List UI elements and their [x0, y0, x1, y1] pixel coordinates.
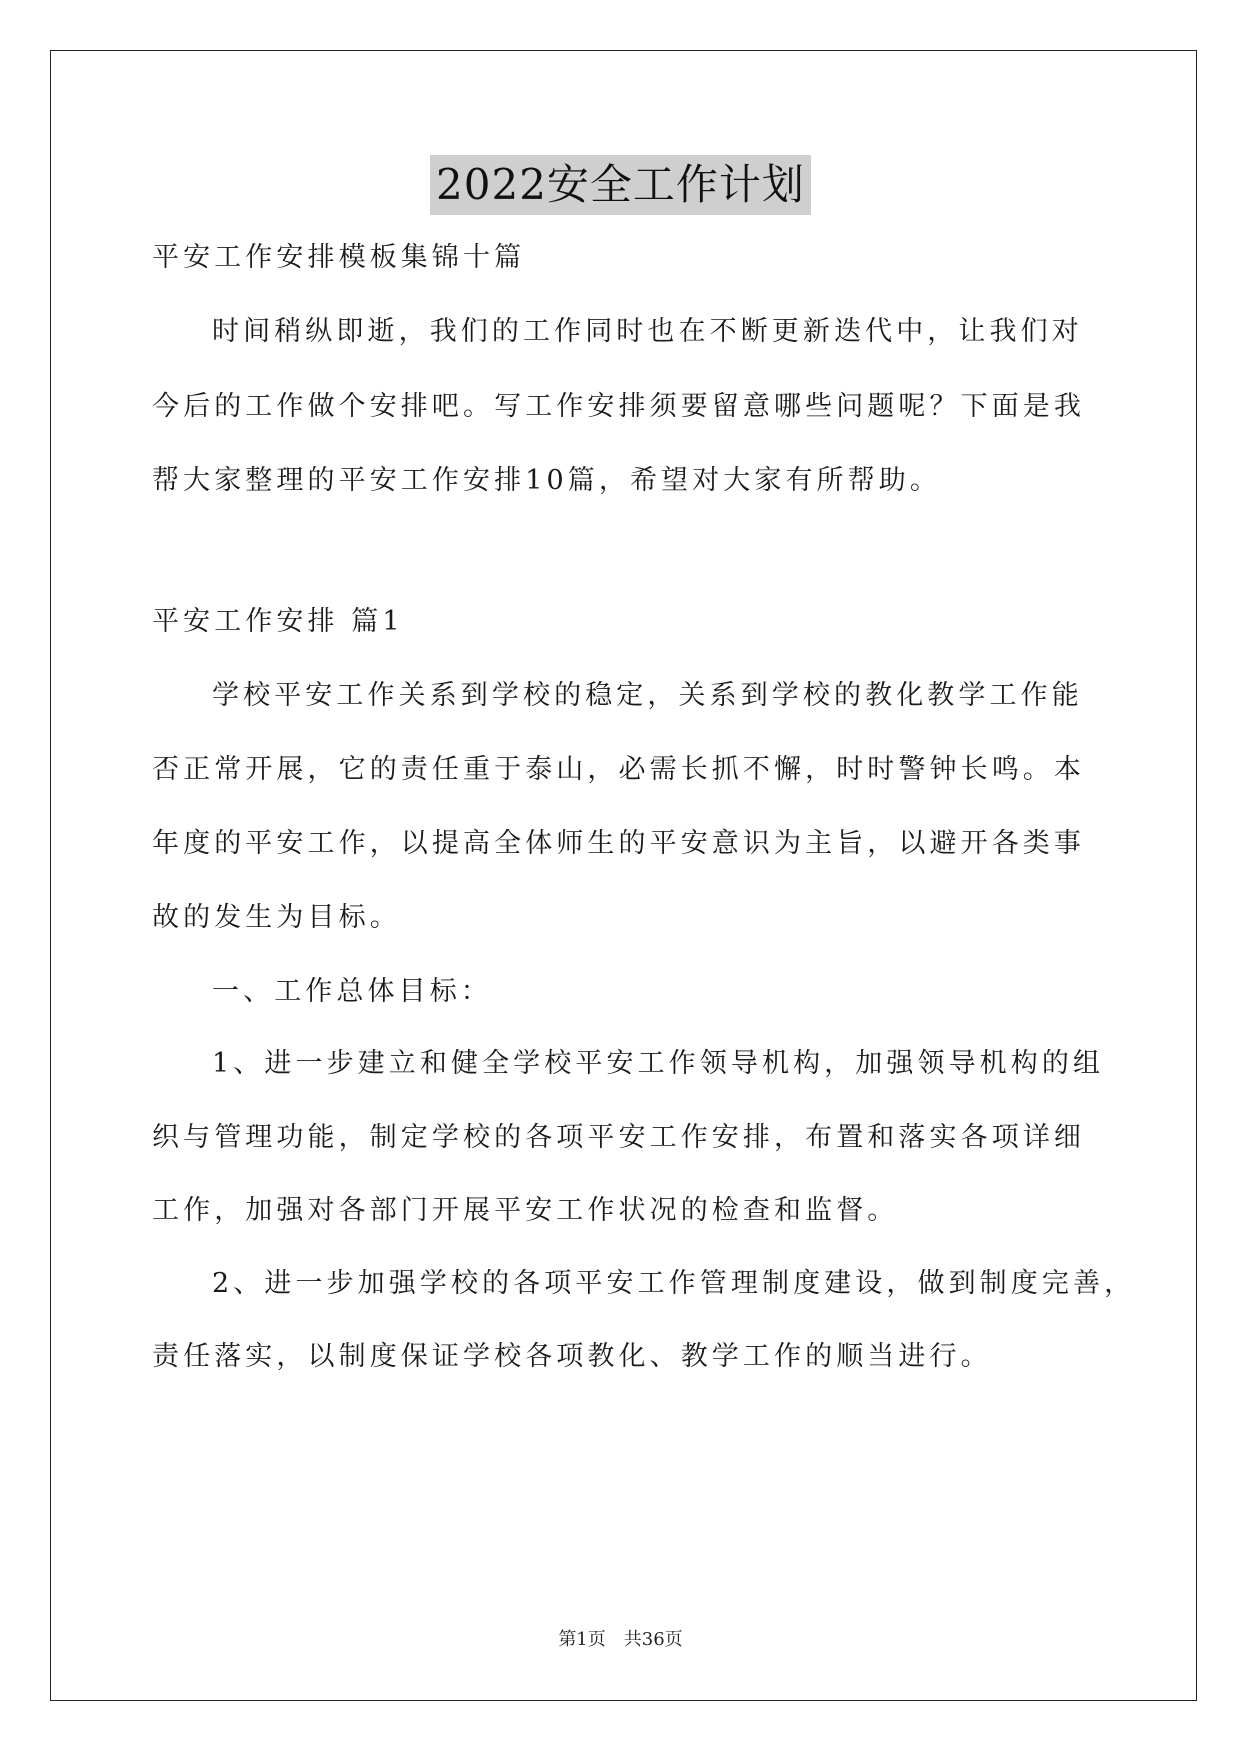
intro-line: 时间稍纵即逝，我们的工作同时也在不断更新迭代中，让我们对 — [212, 316, 1083, 347]
item1-line: 1、进一步建立和健全学校平安工作领导机构，加强领导机构的组 — [212, 1048, 1105, 1079]
document-subtitle: 平安工作安排模板集锦十篇 — [152, 242, 526, 273]
section-heading: 平安工作安排 篇1 — [152, 606, 404, 637]
paragraph-line: 年度的平安工作，以提高全体师生的平安意识为主旨，以避开各类事 — [152, 828, 1085, 859]
intro-line: 帮大家整理的平安工作安排10篇，希望对大家有所帮助。 — [152, 465, 941, 496]
paragraph-line: 故的发生为目标。 — [152, 902, 401, 933]
item1-line: 工作，加强对各部门开展平安工作状况的检查和监督。 — [152, 1195, 899, 1226]
intro-line: 今后的工作做个安排吧。写工作安排须要留意哪些问题呢？下面是我 — [152, 391, 1085, 422]
item1-line: 织与管理功能，制定学校的各项平安工作安排，布置和落实各项详细 — [152, 1122, 1085, 1153]
paragraph-line: 否正常开展，它的责任重于泰山，必需长抓不懈，时时警钟长鸣。本 — [152, 754, 1085, 785]
paragraph-line: 学校平安工作关系到学校的稳定，关系到学校的教化教学工作能 — [212, 680, 1083, 711]
page-footer: 第1页 共36页 — [558, 1629, 683, 1650]
document-title: 2022安全工作计划 — [430, 155, 811, 215]
item-heading: 一、工作总体目标： — [212, 976, 492, 1007]
title-container — [0, 155, 1241, 215]
item2-line: 责任落实，以制度保证学校各项教化、教学工作的顺当进行。 — [152, 1341, 992, 1372]
page-border — [50, 50, 1197, 1701]
item2-line: 2、进一步加强学校的各项平安工作管理制度建设，做到制度完善， — [212, 1268, 1136, 1299]
